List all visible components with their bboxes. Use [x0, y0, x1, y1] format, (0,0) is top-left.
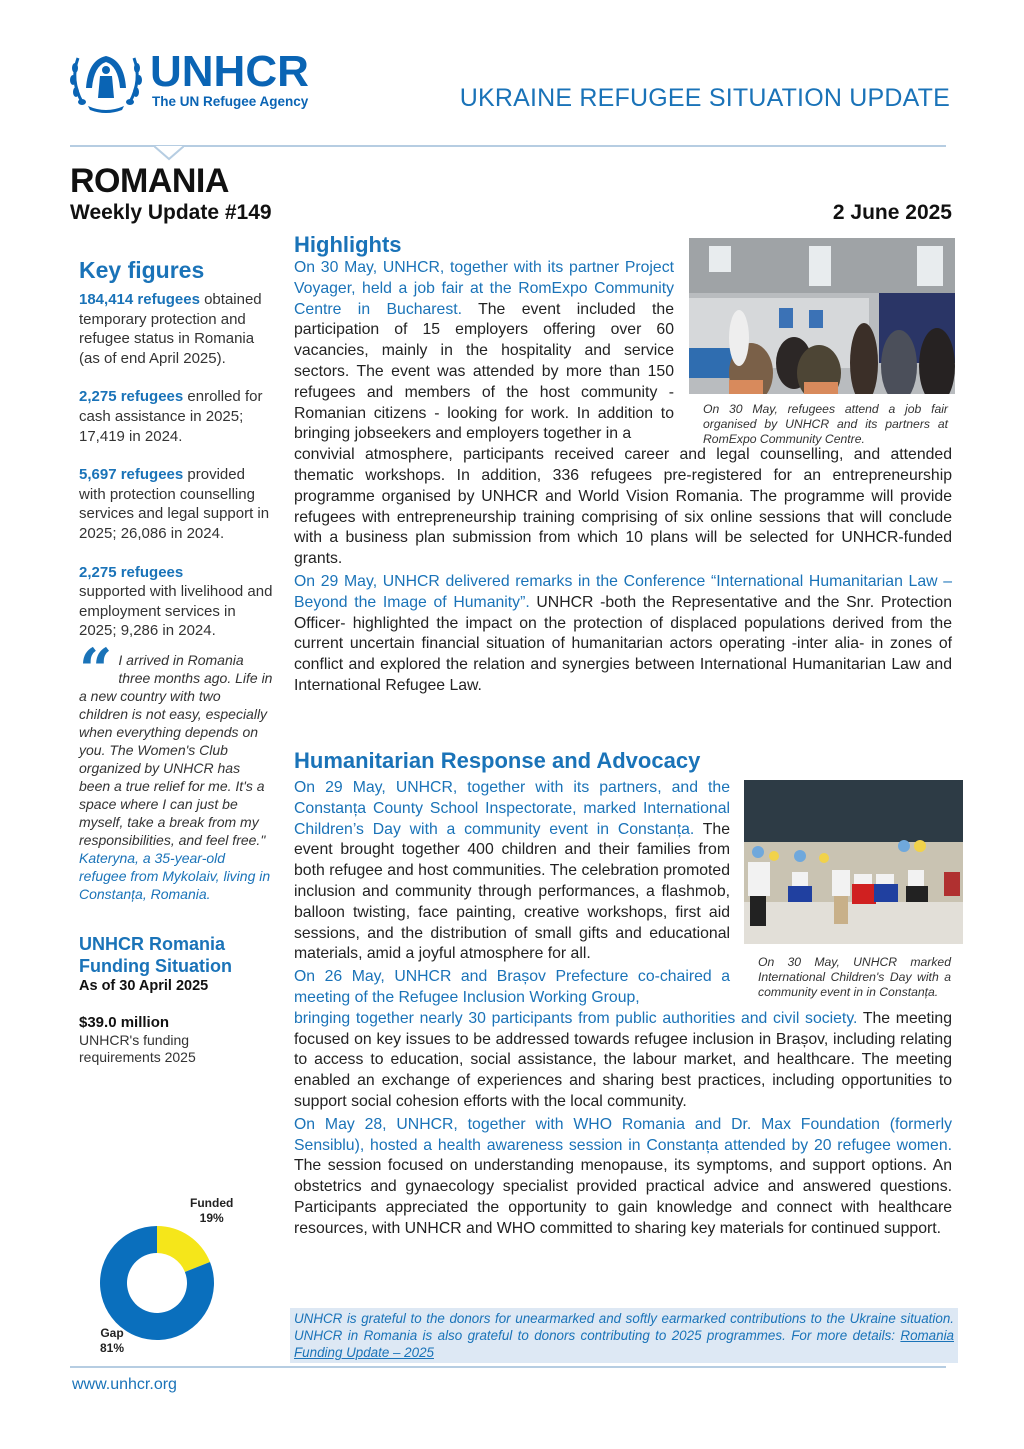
funded-label — [190, 1196, 233, 1226]
paragraph-body: The meeting focused on key issues to be addressed towards refugee inclusion in Brașov, including relating to access to education, social assistance, the labour market, and healthcare. The meeting enabled an exchange of experiences and sharing best practices, including opportunities to support social cohesion efforts with the local community. — [294, 1009, 952, 1110]
paragraph-lead: bringing together nearly 30 participants from public authorities and civil society. — [294, 1009, 858, 1027]
quote-text: I arrived in Romania three months ago. Life in a new country with two children is not easy, especially when everything depends on you. The Women's Club organized by UNHCR has been a true relief for me. It's a space where I can just be myself, take a break from my responsibilities, and feel free." — [79, 651, 273, 848]
key-figure-text: enrolled for cash assistance in 2025; 17,419 in 2024. — [79, 388, 263, 445]
divider-notch-icon — [154, 145, 184, 161]
key-figure — [79, 290, 273, 368]
country-title: ROMANIA — [70, 162, 229, 200]
highlights-title: Highlights — [294, 232, 402, 257]
job-fair-caption: On 30 May, refugees attend a job fair organised by UNHCR and its partners at RomExpo Community Centre. — [703, 402, 948, 446]
donors-text: UNHCR is grateful to the donors for unearmarked and softly earmarked contributions to the Ukraine situation. UNHCR in Romania is also grateful to donors contributing to 2025 programmes. For more details: — [294, 1311, 954, 1343]
childrens-day-caption: On 30 May, UNHCR marked International Children's Day with a community event in in Constanța. — [758, 955, 951, 999]
key-figure — [79, 465, 273, 543]
key-figure-highlight: 2,275 refugees — [79, 388, 184, 406]
logo-tagline: The UN Refugee Agency — [152, 94, 309, 109]
response-paragraph — [294, 1009, 952, 1113]
funding-as-of: As of 30 April 2025 — [79, 977, 209, 994]
paragraph-body: The event brought together 400 children and their families from both refugee and host communities. The celebration promoted inclusion and community through performances, a flashmob, balloon twisting, face painting, creative workshops, first aid sessions, and the distribution of small gifts and educational materials, amid a joyful atmosphere for all. — [294, 820, 731, 963]
job-fair-image — [689, 238, 955, 394]
logo-wordmark: UNHCR — [150, 47, 309, 96]
paragraph-lead: On 26 May, UNHCR and Brașov Prefecture co-chaired a meeting of the Refugee Inclusion Working Group, — [294, 968, 730, 1006]
highlight-paragraph — [294, 572, 952, 697]
funding-title: UNHCR Romania Funding Situation — [79, 933, 232, 976]
funding-amount-label: UNHCR's funding requirements 2025 — [79, 1032, 196, 1066]
job-fair-photo — [689, 238, 955, 394]
key-figure — [79, 563, 273, 641]
response-title: Humanitarian Response and Advocacy — [294, 748, 701, 773]
key-figure — [79, 387, 273, 446]
response-paragraph — [294, 1115, 952, 1240]
unhcr-logo — [68, 48, 338, 114]
key-figures-panel — [79, 256, 273, 1066]
funded-label-name: Funded — [190, 1196, 234, 1210]
paragraph-lead: On 29 May, UNHCR delivered remarks in the Conference “International Humanitarian Law – Beyond the Image of Humanity”. — [294, 572, 952, 611]
paragraph-body: The session focused on understanding menopause, its symptoms, and support options. An obstetrics and gynaecology specialist provided practical advice and answered questions. Participants appreciated the opportunity to gain knowledge and connect with healthcare resources, with UNHCR and WHO committed to sharing key materials for continued support. — [294, 1157, 952, 1237]
funding-update-link[interactable]: Romania Funding Update – 2025 — [294, 1328, 954, 1360]
gap-label-name: Gap — [100, 1326, 124, 1340]
footer-website-link[interactable]: www.unhcr.org — [72, 1376, 177, 1393]
header-divider — [70, 145, 946, 147]
key-figure-highlight: 5,697 refugees — [79, 466, 184, 484]
key-figure-text: supported with livelihood and employment services in 2025; 9,286 in 2024. — [79, 583, 273, 640]
funding-donut-chart — [92, 1196, 262, 1366]
key-figure-highlight: 2,275 refugees — [79, 563, 184, 581]
funded-slice — [157, 1226, 210, 1272]
response-paragraph-lead-a — [294, 967, 730, 1009]
unhcr-emblem-icon — [68, 48, 144, 114]
paragraph-body: The event included the participation of 15 employers offering over 60 vacancies, mainly in the hospitality and service sectors. The event was attended by more than 150 refugees and members of the host community - Romanian citizens - looking for work. In addition to bringing jobseekers and employers together in a — [294, 300, 674, 443]
highlight-paragraph-continued: convivial atmosphere, participants received career and legal counselling, and attended thematic workshops. In addition, 336 refugees pre-registered for an entrepreneurship programme organised by UNHCR and World Vision Romania. The programme will provide refugees with entrepreneurship training comprising of six online sessions that will conclude with a business plan submission from which 10 plans will be selected for UNHCR-funded grants. — [294, 446, 952, 568]
key-figure-highlight: 184,414 refugees — [79, 291, 200, 308]
paragraph-body: UNHCR -both the Representative and the Snr. Protection Officer- highlighted the impact on the protection of displaced populations derived from the current uncertain financial situation of humanitarian actors operating -inter alia- in zones of conflict and explored the relation and synergies between International Humanitarian Law and International Refugee Law. — [294, 593, 952, 694]
quote-icon: “ — [79, 635, 113, 704]
response-paragraph — [294, 778, 730, 965]
document-title: UKRAINE REFUGEE SITUATION UPDATE — [459, 84, 950, 112]
quote-attribution: Kateryna, a 35-year-old refugee from Mykolaiv, living in Constanța, Romania. — [79, 849, 271, 902]
key-figures-title: Key figures — [79, 257, 205, 283]
paragraph-lead: On 29 May, UNHCR, together with its partners, and the Constanța County School Inspectorate, marked International Children’s Day with a community event in Constanța. — [294, 779, 730, 838]
update-date: 2 June 2025 — [832, 201, 952, 224]
funded-label-value: 19% — [199, 1211, 224, 1225]
highlight-paragraph — [294, 258, 674, 445]
gap-label — [100, 1326, 124, 1356]
childrens-day-image — [744, 780, 963, 944]
donors-acknowledgement — [290, 1308, 958, 1363]
key-figure-text: obtained temporary protection and refugee status in Romania (as of end April 2025). — [79, 291, 262, 367]
key-figure-text: provided with protection counselling services and legal support in 2025; 26,086 in 2024. — [79, 466, 270, 542]
testimonial-quote — [79, 635, 273, 903]
update-number: Weekly Update #149 — [70, 201, 272, 224]
gap-label-value: 81% — [100, 1341, 125, 1355]
paragraph-lead: On May 28, UNHCR, together with WHO Romania and Dr. Max Foundation (formerly Sensiblu), hosted a health awareness session in Constanța attended by 20 refugee women. — [294, 1115, 952, 1154]
paragraph-lead: On 30 May, UNHCR, together with its partner Project Voyager, held a job fair at the RomExpo Community Centre in Bucharest. — [294, 259, 674, 318]
footer-divider — [70, 1366, 946, 1368]
funding-amount: $39.0 million — [79, 1013, 170, 1031]
childrens-day-photo — [744, 780, 963, 944]
